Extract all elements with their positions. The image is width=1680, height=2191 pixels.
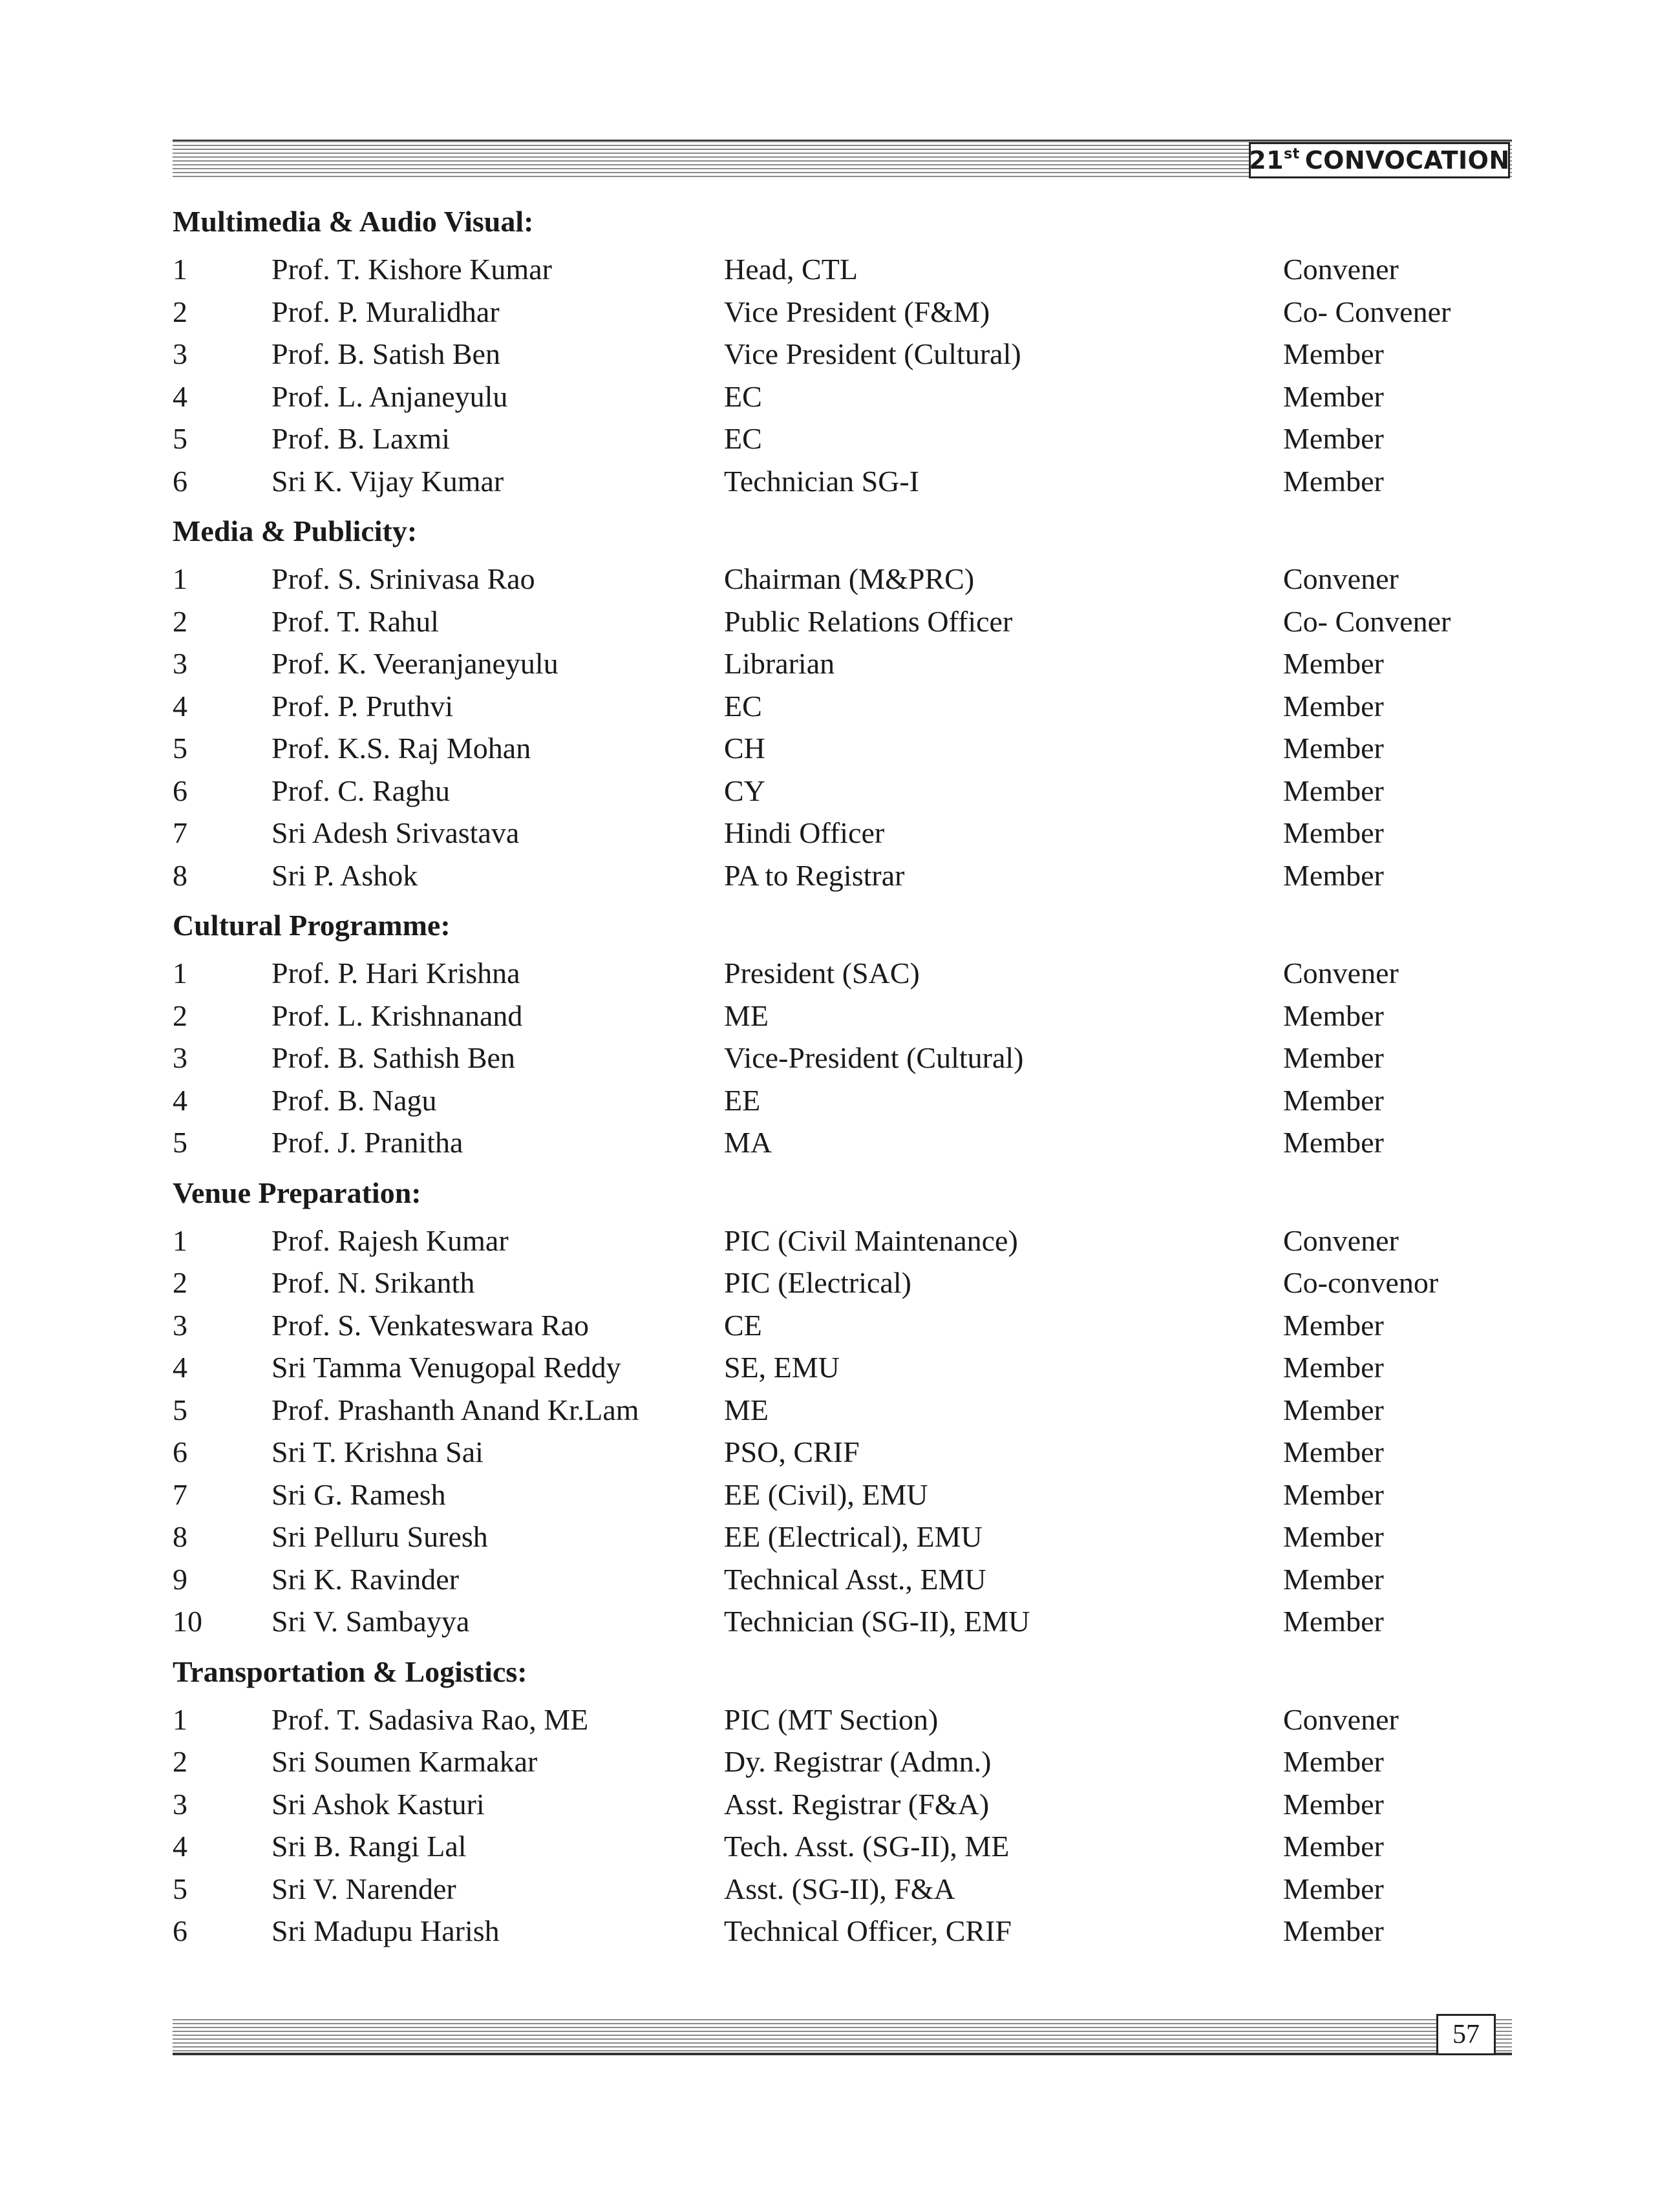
member-role: Co- Convener <box>1283 604 1451 638</box>
member-role: Member <box>1283 999 1384 1032</box>
member-designation: PA to Registrar <box>724 858 905 892</box>
member-row <box>173 1431 1512 1474</box>
member-designation: Head, CTL <box>724 253 858 286</box>
member-role: Member <box>1283 379 1384 413</box>
footer-rule-thick <box>173 2053 1512 2055</box>
member-row <box>173 1558 1512 1601</box>
convocation-label: CONVOCATION <box>1304 146 1510 175</box>
section-title: Transportation & Logistics: <box>173 1655 527 1688</box>
member-number: 8 <box>173 1520 187 1553</box>
member-row <box>173 376 1512 418</box>
member-name: Prof. K. Veeranjaneyulu <box>271 647 558 680</box>
member-number: 1 <box>173 562 187 595</box>
member-designation: CE <box>724 1308 762 1342</box>
member-name: Sri Adesh Srivastava <box>271 816 520 849</box>
member-name: Prof. Prashanth Anand Kr.Lam <box>271 1393 639 1426</box>
committee-section <box>173 904 1512 1164</box>
member-number: 4 <box>173 1830 187 1863</box>
member-row <box>173 854 1512 897</box>
member-number: 1 <box>173 1223 187 1257</box>
member-designation: Public Relations Officer <box>724 604 1013 638</box>
member-name: Prof. Rajesh Kumar <box>271 1223 509 1257</box>
member-role: Member <box>1283 1477 1384 1511</box>
member-designation: Hindi Officer <box>724 816 885 849</box>
member-role: Member <box>1283 1083 1384 1117</box>
member-designation: Technical Officer, CRIF <box>724 1914 1012 1947</box>
member-role: Member <box>1283 1872 1384 1905</box>
member-row <box>173 418 1512 460</box>
committee-section <box>173 510 1512 896</box>
section-title: Cultural Programme: <box>173 909 451 942</box>
member-row <box>173 1037 1512 1079</box>
member-designation: CY <box>724 774 765 807</box>
member-name: Sri Tamma Venugopal Reddy <box>271 1351 621 1384</box>
member-designation: EC <box>724 422 762 455</box>
member-role: Co-convenor <box>1283 1266 1439 1299</box>
member-designation: PSO, CRIF <box>724 1435 860 1468</box>
member-designation: Vice President (F&M) <box>724 295 990 328</box>
member-number: 1 <box>173 253 187 286</box>
member-designation: Asst. Registrar (F&A) <box>724 1787 990 1821</box>
member-role: Member <box>1283 1126 1384 1159</box>
member-role: Convener <box>1283 1702 1399 1736</box>
member-number: 4 <box>173 689 187 723</box>
member-list <box>173 1220 1512 1643</box>
member-row <box>173 642 1512 685</box>
member-number: 6 <box>173 1914 187 1947</box>
member-designation: PIC (Electrical) <box>724 1266 911 1299</box>
member-name: Prof. S. Srinivasa Rao <box>271 562 535 595</box>
member-number: 2 <box>173 604 187 638</box>
member-designation: Chairman (M&PRC) <box>724 562 975 595</box>
member-number: 5 <box>173 1872 187 1905</box>
committee-section <box>173 1651 1512 1953</box>
member-number: 3 <box>173 337 187 370</box>
member-name: Sri Soumen Karmakar <box>271 1745 538 1778</box>
member-name: Prof. P. Hari Krishna <box>271 957 520 990</box>
member-name: Sri G. Ramesh <box>271 1477 446 1511</box>
member-row <box>173 333 1512 376</box>
member-name: Prof. C. Raghu <box>271 774 450 807</box>
member-designation: EE (Civil), EMU <box>724 1477 928 1511</box>
member-row <box>173 291 1512 333</box>
member-number: 6 <box>173 774 187 807</box>
member-list <box>173 1699 1512 1953</box>
member-number: 4 <box>173 379 187 413</box>
member-number: 3 <box>173 1308 187 1342</box>
member-role: Member <box>1283 1393 1384 1426</box>
member-name: Sri Ashok Kasturi <box>271 1787 485 1821</box>
member-designation: Librarian <box>724 647 835 680</box>
member-number: 3 <box>173 1787 187 1821</box>
member-row <box>173 1474 1512 1516</box>
member-number: 3 <box>173 1041 187 1074</box>
member-name: Sri P. Ashok <box>271 858 418 892</box>
member-designation: Dy. Registrar (Admn.) <box>724 1745 992 1778</box>
section-title: Media & Publicity: <box>173 514 418 547</box>
member-designation: Vice-President (Cultural) <box>724 1041 1024 1074</box>
member-row <box>173 1304 1512 1347</box>
member-number: 8 <box>173 858 187 892</box>
member-designation: Technical Asst., EMU <box>724 1562 986 1596</box>
member-row <box>173 1699 1512 1741</box>
member-role: Convener <box>1283 253 1399 286</box>
member-name: Sri K. Ravinder <box>271 1562 460 1596</box>
member-row <box>173 727 1512 770</box>
member-role: Member <box>1283 858 1384 892</box>
member-list <box>173 558 1512 896</box>
member-row <box>173 1516 1512 1558</box>
member-designation: SE, EMU <box>724 1351 840 1384</box>
member-row <box>173 685 1512 728</box>
member-role: Member <box>1283 422 1384 455</box>
member-name: Prof. B. Nagu <box>271 1083 437 1117</box>
member-designation: EE <box>724 1083 761 1117</box>
member-row <box>173 1121 1512 1164</box>
member-role: Member <box>1283 1745 1384 1778</box>
member-number: 5 <box>173 732 187 765</box>
member-role: Member <box>1283 689 1384 723</box>
member-row <box>173 248 1512 291</box>
member-name: Sri T. Krishna Sai <box>271 1435 484 1468</box>
member-role: Member <box>1283 1351 1384 1384</box>
member-number: 2 <box>173 295 187 328</box>
member-name: Prof. B. Satish Ben <box>271 337 500 370</box>
member-number: 5 <box>173 1393 187 1426</box>
member-role: Member <box>1283 1562 1384 1596</box>
member-row <box>173 1079 1512 1122</box>
member-name: Prof. L. Anjaneyulu <box>271 379 508 413</box>
member-row <box>173 952 1512 995</box>
member-role: Member <box>1283 337 1384 370</box>
member-name: Prof. B. Sathish Ben <box>271 1041 515 1074</box>
footer-rule <box>173 2019 1512 2053</box>
member-name: Prof. J. Pranitha <box>271 1126 463 1159</box>
member-row <box>173 1825 1512 1868</box>
committee-section <box>173 1172 1512 1643</box>
member-role: Member <box>1283 732 1384 765</box>
member-name: Prof. N. Srikanth <box>271 1266 475 1299</box>
member-number: 2 <box>173 1745 187 1778</box>
member-number: 4 <box>173 1351 187 1384</box>
member-role: Convener <box>1283 562 1399 595</box>
member-name: Prof. T. Kishore Kumar <box>271 253 552 286</box>
member-list <box>173 248 1512 502</box>
member-designation: Tech. Asst. (SG-II), ME <box>724 1830 1010 1863</box>
member-row <box>173 1910 1512 1953</box>
member-row <box>173 812 1512 854</box>
member-row <box>173 1868 1512 1911</box>
member-list <box>173 952 1512 1164</box>
member-number: 9 <box>173 1562 187 1596</box>
member-designation: ME <box>724 999 769 1032</box>
member-designation: CH <box>724 732 765 765</box>
member-number: 7 <box>173 1477 187 1511</box>
member-role: Member <box>1283 647 1384 680</box>
member-name: Prof. K.S. Raj Mohan <box>271 732 531 765</box>
member-designation: Vice President (Cultural) <box>724 337 1021 370</box>
member-designation: PIC (Civil Maintenance) <box>724 1223 1018 1257</box>
member-role: Member <box>1283 1830 1384 1863</box>
member-row <box>173 1262 1512 1304</box>
member-row <box>173 1346 1512 1389</box>
member-name: Sri Madupu Harish <box>271 1914 500 1947</box>
member-name: Prof. T. Sadasiva Rao, ME <box>271 1702 589 1736</box>
member-role: Member <box>1283 1308 1384 1342</box>
member-number: 10 <box>173 1605 202 1638</box>
convocation-number: 21 <box>1249 146 1284 175</box>
member-designation: MA <box>724 1126 772 1159</box>
member-number: 7 <box>173 816 187 849</box>
member-row <box>173 1389 1512 1432</box>
member-number: 3 <box>173 647 187 680</box>
member-role: Member <box>1283 1435 1384 1468</box>
member-role: Member <box>1283 1605 1384 1638</box>
member-role: Member <box>1283 774 1384 807</box>
member-row <box>173 770 1512 812</box>
member-name: Sri Pelluru Suresh <box>271 1520 488 1553</box>
member-name: Sri V. Sambayya <box>271 1605 470 1638</box>
member-designation: Technician (SG-II), EMU <box>724 1605 1030 1638</box>
convocation-badge <box>1249 142 1510 178</box>
member-name: Sri K. Vijay Kumar <box>271 464 504 498</box>
member-name: Prof. S. Venkateswara Rao <box>271 1308 589 1342</box>
member-number: 5 <box>173 422 187 455</box>
section-title: Venue Preparation: <box>173 1176 421 1209</box>
member-role: Member <box>1283 816 1384 849</box>
member-row <box>173 460 1512 503</box>
member-designation: Technician SG-I <box>724 464 920 498</box>
member-role: Member <box>1283 1041 1384 1074</box>
member-row <box>173 1741 1512 1783</box>
member-row <box>173 1783 1512 1826</box>
member-role: Convener <box>1283 1223 1399 1257</box>
member-number: 1 <box>173 957 187 990</box>
member-designation: EE (Electrical), EMU <box>724 1520 983 1553</box>
member-designation: PIC (MT Section) <box>724 1702 939 1736</box>
committee-list <box>173 200 1512 1960</box>
committee-section <box>173 200 1512 502</box>
member-number: 5 <box>173 1126 187 1159</box>
member-name: Sri B. Rangi Lal <box>271 1830 467 1863</box>
member-row <box>173 600 1512 643</box>
section-title: Multimedia & Audio Visual: <box>173 205 534 238</box>
member-name: Prof. P. Muralidhar <box>271 295 500 328</box>
member-number: 1 <box>173 1702 187 1736</box>
page-number: 57 <box>1436 2014 1496 2055</box>
member-name: Prof. T. Rahul <box>271 604 439 638</box>
member-designation: EC <box>724 689 762 723</box>
member-role: Co- Convener <box>1283 295 1451 328</box>
member-role: Member <box>1283 1914 1384 1947</box>
member-role: Convener <box>1283 957 1399 990</box>
member-role: Member <box>1283 464 1384 498</box>
member-name: Prof. P. Pruthvi <box>271 689 454 723</box>
member-designation: ME <box>724 1393 769 1426</box>
member-number: 2 <box>173 1266 187 1299</box>
member-number: 2 <box>173 999 187 1032</box>
member-name: Prof. L. Krishnanand <box>271 999 523 1032</box>
convocation-ordinal: st <box>1284 145 1300 162</box>
member-row <box>173 995 1512 1037</box>
member-number: 6 <box>173 1435 187 1468</box>
member-row <box>173 1600 1512 1643</box>
member-name: Sri V. Narender <box>271 1872 456 1905</box>
member-designation: Asst. (SG-II), F&A <box>724 1872 955 1905</box>
member-number: 6 <box>173 464 187 498</box>
member-row <box>173 1220 1512 1262</box>
member-role: Member <box>1283 1787 1384 1821</box>
member-number: 4 <box>173 1083 187 1117</box>
member-role: Member <box>1283 1520 1384 1553</box>
member-designation: EC <box>724 379 762 413</box>
member-row <box>173 558 1512 600</box>
member-designation: President (SAC) <box>724 957 920 990</box>
member-name: Prof. B. Laxmi <box>271 422 450 455</box>
